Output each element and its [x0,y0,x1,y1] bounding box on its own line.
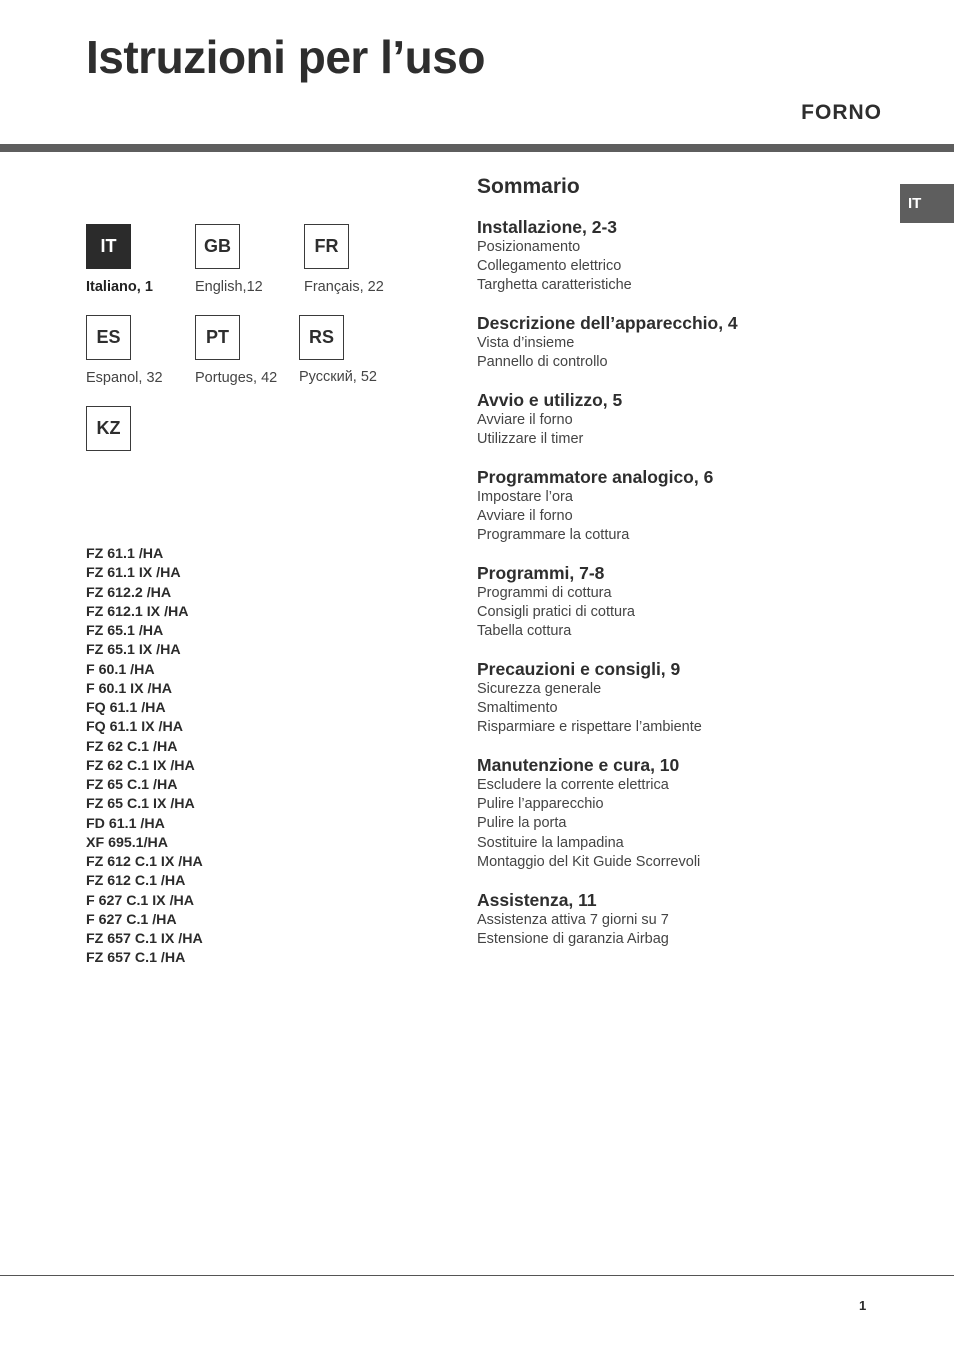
language-label-rs: Русский, 52 [299,369,377,385]
language-label-pt: Portuges, 42 [195,370,278,386]
model-item: F 60.1 IX /HA [86,680,172,697]
model-item: FZ 65.1 /HA [86,623,164,639]
toc-item[interactable]: Collegamento elettrico [477,258,622,275]
toc-item[interactable]: Tabella cottura [477,623,572,640]
model-item: FZ 61.1 IX /HA [86,565,181,582]
model-item: F 60.1 /HA [86,661,155,678]
language-box-it[interactable]: IT [86,224,131,269]
model-item: FZ 65 C.1 /HA [86,777,178,793]
header-divider [0,144,954,152]
toc-heading[interactable]: Programmatore analogico, 6 [477,467,714,487]
model-item: FZ 612 C.1 /HA [86,873,186,890]
toc-item[interactable]: Posizionamento [477,239,581,255]
toc-heading[interactable]: Descrizione dell’apparecchio, 4 [477,313,738,333]
toc-heading[interactable]: Assistenza, 11 [477,890,597,910]
toc-section-precauzioni [477,658,702,738]
toc-item[interactable]: Sicurezza generale [477,681,602,697]
language-label-fr: Français, 22 [304,279,384,295]
model-item: FZ 61.1 /HA [86,546,164,562]
toc-section-installazione [477,216,632,296]
toc-item[interactable]: Pannello di controllo [477,354,608,371]
toc-item[interactable]: Pulire l’apparecchio [477,796,604,813]
language-box-kz[interactable]: KZ [86,406,131,451]
model-item: FZ 612.1 IX /HA [86,603,189,620]
model-item: FQ 61.1 /HA [86,700,166,716]
toc-item[interactable]: Risparmiare e rispettare l’ambiente [477,719,702,736]
toc-section-descrizione [477,312,738,372]
toc-section-assistenza [477,889,669,949]
toc-item[interactable]: Sostituire la lampadina [477,834,624,851]
toc-item[interactable]: Impostare l’ora [477,489,573,505]
toc-section-programmatore [477,466,713,546]
language-label-gb: English,12 [195,279,263,295]
toc-item[interactable]: Avviare il forno [477,412,573,428]
language-box-es[interactable]: ES [86,315,131,360]
language-box-rs[interactable]: RS [299,315,344,360]
model-item: FZ 612 C.1 IX /HA [86,854,203,870]
model-item: FZ 65 C.1 IX /HA [86,796,195,813]
toc-item[interactable]: Escludere la corrente elettrica [477,777,669,793]
toc-section-programmi [477,562,635,642]
toc-item[interactable]: Vista d’insieme [477,335,575,351]
toc-item[interactable]: Pulire la porta [477,815,567,832]
page-number: 1 [859,1298,867,1313]
toc-item[interactable]: Programmi di cottura [477,585,612,601]
model-item: FZ 62 C.1 IX /HA [86,757,195,774]
toc-heading[interactable]: Manutenzione e cura, 10 [477,755,680,775]
page-title: Istruzioni per l’uso [86,31,485,83]
language-label-it: Italiano, 1 [86,279,153,295]
model-item: FZ 62 C.1 /HA [86,738,178,755]
toc-item[interactable]: Consigli pratici di cottura [477,604,635,621]
toc-section-manutenzione [477,754,700,872]
model-item: FD 61.1 /HA [86,815,165,832]
product-name: FORNO [801,101,882,124]
toc-heading[interactable]: Programmi, 7-8 [477,563,605,583]
language-box-gb[interactable]: GB [195,224,240,269]
toc-title: Sommario [477,175,580,198]
model-item: FZ 65.1 IX /HA [86,642,181,659]
model-item: FZ 657 C.1 IX /HA [86,931,203,947]
toc-heading[interactable]: Installazione, 2-3 [477,217,618,237]
model-item: FQ 61.1 IX /HA [86,719,183,736]
language-box-fr[interactable]: FR [304,224,349,269]
toc-item[interactable]: Avviare il forno [477,508,573,525]
language-side-tab: IT [900,184,954,223]
toc-item[interactable]: Assistenza attiva 7 giorni su 7 [477,912,669,928]
toc-item[interactable]: Smaltimento [477,700,558,717]
toc-heading[interactable]: Precauzioni e consigli, 9 [477,659,681,679]
model-item: FZ 657 C.1 /HA [86,950,186,967]
model-item: FZ 612.2 /HA [86,584,172,601]
toc-item[interactable]: Montaggio del Kit Guide Scorrevoli [477,853,701,870]
toc-item[interactable]: Utilizzare il timer [477,431,584,448]
toc-item[interactable]: Estensione di garanzia Airbag [477,931,669,948]
toc-heading[interactable]: Avvio e utilizzo, 5 [477,390,623,410]
model-list [86,545,203,969]
footer-divider [0,1275,954,1276]
model-item: F 627 C.1 IX /HA [86,892,195,909]
language-box-pt[interactable]: PT [195,315,240,360]
toc-item[interactable]: Programmare la cottura [477,527,630,544]
toc-item[interactable]: Targhetta caratteristiche [477,277,632,294]
model-item: F 627 C.1 /HA [86,911,177,928]
model-item: XF 695.1/HA [86,834,169,851]
language-label-es: Espanol, 32 [86,370,163,386]
toc-section-avvio [477,389,622,449]
